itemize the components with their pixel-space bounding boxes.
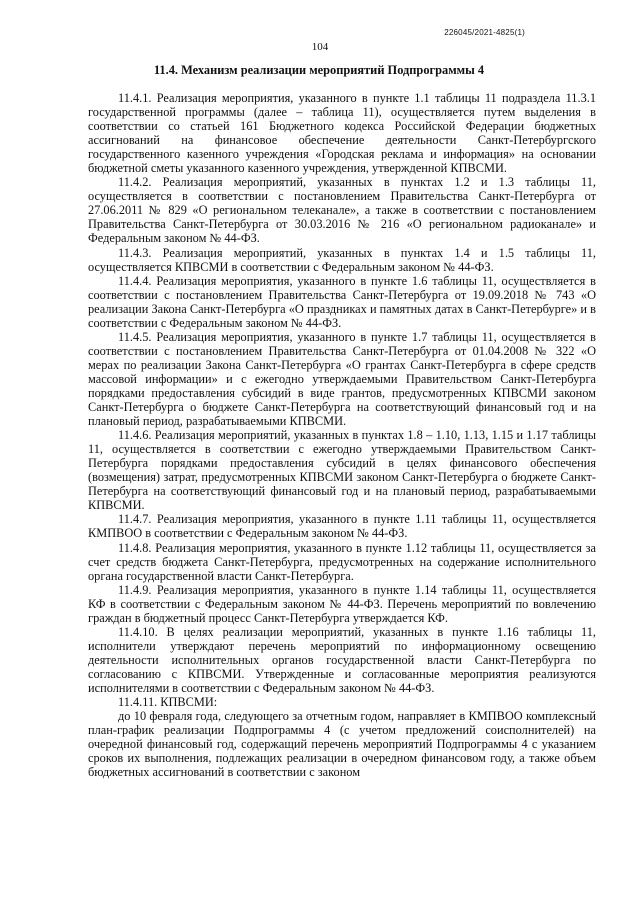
paragraph-11-4-11: 11.4.11. КПВСМИ: [118,695,218,710]
paragraph-11-4-10: 11.4.10. В целях реализации мероприятий, указанных в пункте 1.16 таблицы 11, исполнители утверждают перечень мероприятий по информационному освещению деятельности исполнительных органов государственной власти Санкт-Петербурга по согласованию с КПВСМИ. Утвержденные и согласованные мероприятия реализуются исполнителями в соответствии с Федеральным законом № 44-ФЗ. [88,624,596,695]
paragraph-11-4-1: 11.4.1. Реализация мероприятия, указанного в пункте 1.1 таблицы 11 подраздела 11.3.1 государственной программы (далее – таблица 11), осуществляется путем выделения в соответствии со статьей 161 Бюджетного кодекса Российской Федерации бюджетных ассигнований на финансовое обеспечение деятельности Санкт-Петербургского государственного казенного учреждения «Городская реклама и информация» на основании бюджетной сметы указанного казенного учреждения, утвержденной КПВСМИ. [88,91,596,176]
paragraph-11-4-5: 11.4.5. Реализация мероприятия, указанного в пункте 1.7 таблицы 11, осуществляется в соответствии с постановлением Правительства Санкт-Петербурга от 01.04.2008 № 322 «О мерах по реализации Закона Санкт-Петербурга «О грантах Санкт-Петербурга в сфере средств массовой информации» и с ежегодно утверждаемыми Правительством Санкт-Петербурга порядками предоставления субсидий в виде грантов, предусмотренных КПВСМИ законом Санкт-Петербурга о бюджете Санкт-Петербурга на соответствующий финансовый год и на плановый период, разрабатываемыми КПВСМИ. [88,329,596,429]
paragraph-11-4-8: 11.4.8. Реализация мероприятия, указанного в пункте 1.12 таблицы 11, осуществляется за счет средств бюджета Санкт-Петербурга, предусмотренных на содержание исполнительного органа государственной власти Санкт-Петербурга. [88,540,596,583]
paragraph-11-4-3: 11.4.3. Реализация мероприятий, указанных в пунктах 1.4 и 1.5 таблицы 11, осуществляется КПВСМИ в соответствии с Федеральным законом № 44-ФЗ. [88,245,596,274]
paragraph-11-4-4: 11.4.4. Реализация мероприятия, указанного в пункте 1.6 таблицы 11, осуществляется в соответствии с постановлением Правительства Санкт-Петербурга от 19.09.2018 № 743 «О реализации Закона Санкт-Петербурга «О праздниках и памятных датах в Санкт-Петербурге» и в соответствии с Федеральным законом № 44-ФЗ. [88,273,596,330]
paragraph-11-4-11-item: до 10 февраля года, следующего за отчетным годом, направляет в КМПВОО комплексный план-график реализации Подпрограммы 4 (с учетом предложений соисполнителей) на очередной финансовый год, содержащий перечень мероприятий Подпрограммы 4 с указанием сроков их выполнения, подлежащих реализации в очередном финансовом году, а также объем бюджетных ассигнований в соответствии с законом [88,709,596,780]
page-number: 104 [311,41,329,53]
document-body [88,91,596,779]
paragraph-11-4-6: 11.4.6. Реализация мероприятий, указанных в пунктах 1.8 – 1.10, 1.13, 1.15 и 1.17 таблицы 11, осуществляется в соответствии с ежегодно утверждаемыми Правительством Санкт-Петербурга порядками предоставления субсидий в целях финансового обеспечения (возмещения) затрат, предусмотренных КПВСМИ законом Санкт-Петербурга о бюджете Санкт-Петербурга на соответствующий финансовый год и на плановый период, разрабатываемыми КПВСМИ. [88,428,596,513]
paragraph-11-4-9: 11.4.9. Реализация мероприятия, указанного в пункте 1.14 таблицы 11, осуществляется КФ в соответствии с Федеральным законом № 44-ФЗ. Перечень мероприятий по вовлечению граждан в бюджетный процесс Санкт-Петербурга утверждается КФ. [88,582,596,625]
section-title: 11.4. Механизм реализации мероприятий Подпрограммы 4 [153,63,485,77]
paragraph-11-4-2: 11.4.2. Реализация мероприятий, указанных в пунктах 1.2 и 1.3 таблицы 11, осуществляется в соответствии с постановлением Правительства Санкт-Петербурга от 27.06.2011 № 829 «О региональном телеканале», а также в соответствии с постановлением Правительства Санкт-Петербурга от 30.03.2016 № 216 «О региональном радиоканале» и Федеральным законом № 44-ФЗ. [88,175,596,246]
paragraph-11-4-7: 11.4.7. Реализация мероприятия, указанного в пункте 1.11 таблицы 11, осуществляется КМПВОО в соответствии с Федеральным законом № 44-ФЗ. [88,512,596,541]
document-id: 226045/2021-4825(1) [444,28,525,37]
